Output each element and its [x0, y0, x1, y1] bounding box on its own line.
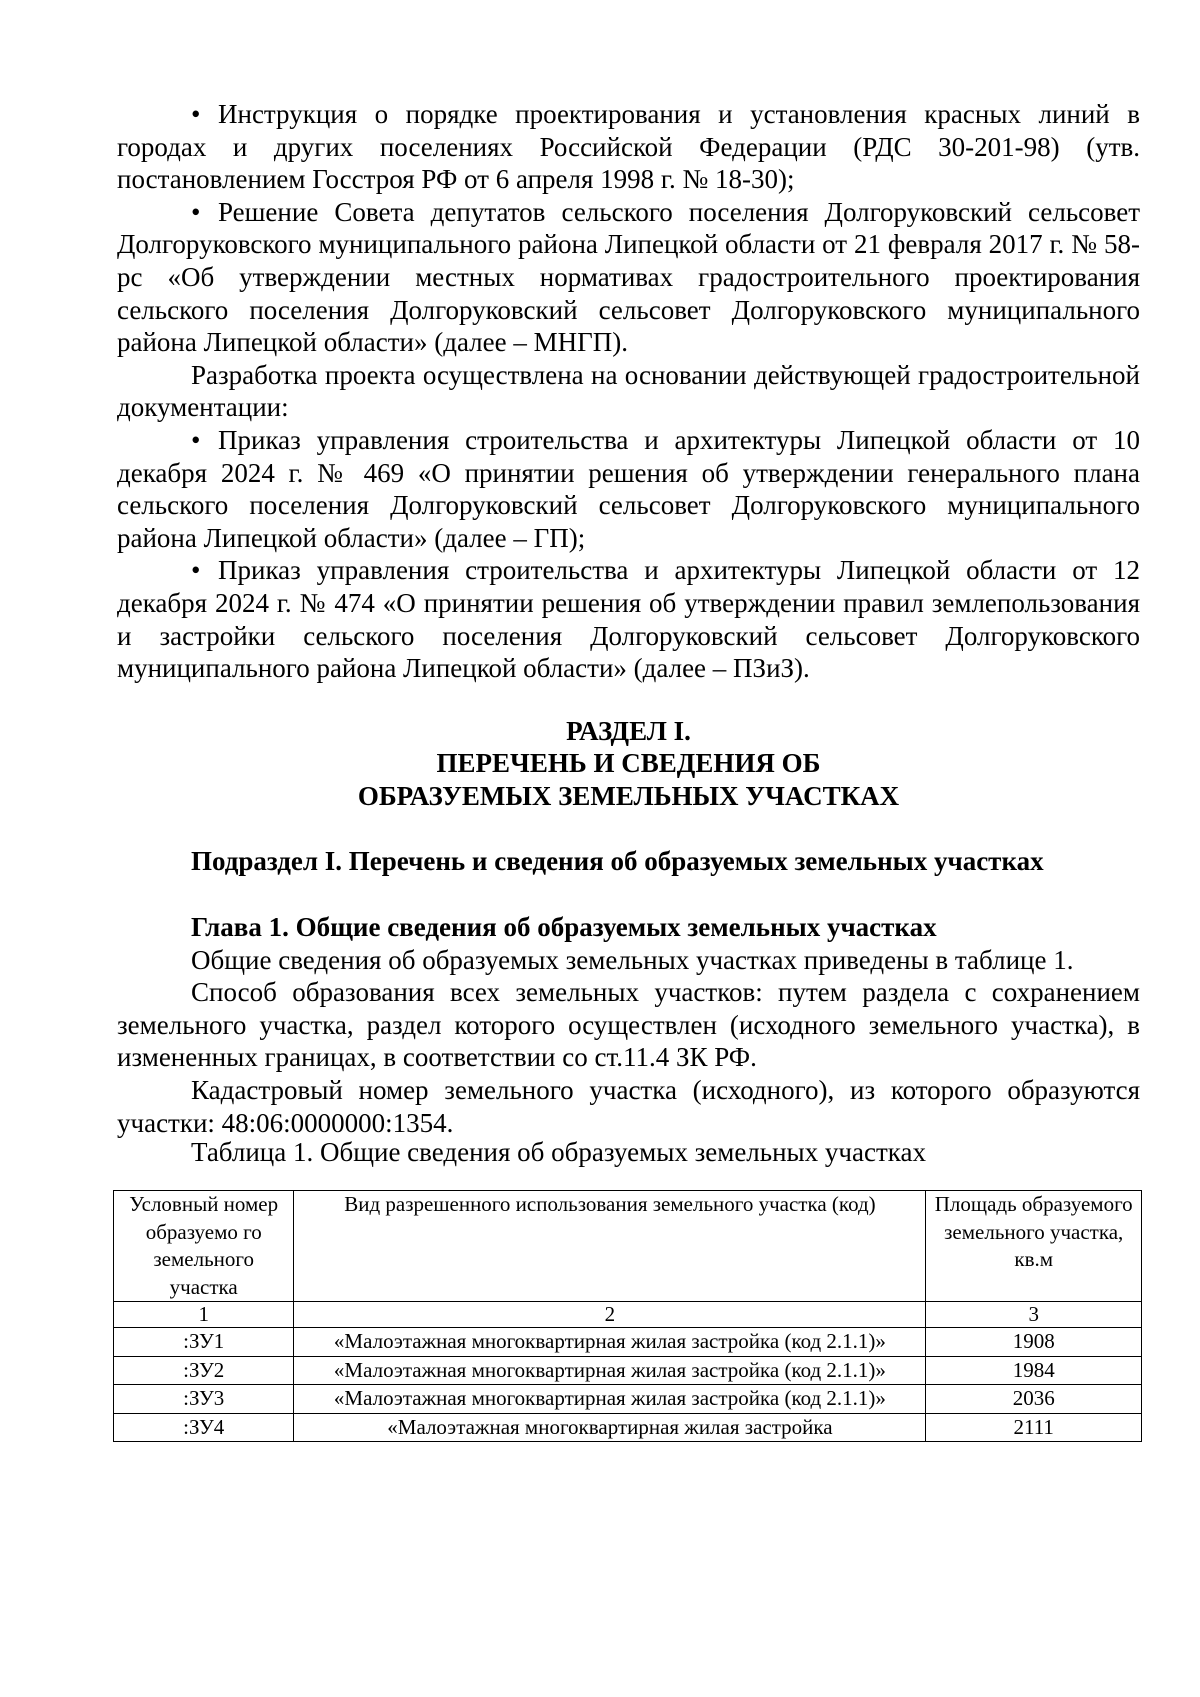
chapter-heading: Глава 1. Общие сведения об образуемых земельных участках [191, 912, 937, 943]
table-row [114, 1413, 1142, 1442]
list-item-text: Решение Совета депутатов сельского поселения Долгоруковский сельсовет Долгоруковского муниципального района Липецкой области от 21 февраля 2017 г. № 58-рс «Об утверждении местных нормативах градостроительного проектирования сельского поселения Долгоруковский сельсовет Долгоруковского муниципального района Липецкой области» (далее – МНГП). [117, 196, 1140, 358]
list-item-text: Приказ управления строительства и архитектуры Липецкой области от 10 декабря 2024 г. № 469 «О принятии решения об утверждении генерального плана сельского поселения Долгоруковский сельсовет Долгоруковского муниципального района Липецкой области» (далее – ГП); [117, 424, 1140, 553]
table-header-row [114, 1191, 1142, 1302]
plot-id-cell: :ЗУ1 [114, 1328, 294, 1357]
section-heading [117, 715, 1140, 813]
chapter-paragraph: Способ образования всех земельных участков: путем раздела с сохранением земельного участка, раздел которого осуществлен (исходного земельного участка), в измененных границах, в соответствии со ст.11.4 ЗК РФ. [117, 977, 1140, 1073]
plot-id-cell: :ЗУ2 [114, 1356, 294, 1385]
bullet-icon: • [191, 555, 201, 586]
area-cell: 1908 [926, 1328, 1142, 1357]
permitted-use-cell: «Малоэтажная многоквартирная жилая застройка (код 2.1.1)» [294, 1328, 926, 1357]
list-item-text: Приказ управления строительства и архитектуры Липецкой области от 12 декабря 2024 г. № 474 «О принятии решения об утверждении правил землепользования и застройки сельского поселения Долгоруковский сельсовет Долгоруковского муниципального района Липецкой области» (далее – ПЗиЗ). [117, 555, 1140, 684]
area-cell: 2111 [926, 1413, 1142, 1442]
list-item-general-plan [117, 424, 1140, 554]
chapter-paragraph: Общие сведения об образуемых земельных участках приведены в таблице 1. [191, 944, 1074, 975]
list-item-pziz [117, 554, 1140, 684]
section-heading-line: ОБРАЗУЕМЫХ ЗЕМЕЛЬНЫХ УЧАСТКАХ [357, 780, 900, 811]
bullet-icon: • [191, 99, 201, 129]
column-number: 1 [114, 1302, 294, 1328]
plot-id-cell: :ЗУ4 [114, 1413, 294, 1442]
header-area: Площадь образуемого земельного участка, кв.м [926, 1191, 1142, 1302]
paragraph-text: Разработка проекта осуществлена на основании действующей градостроительной документации: [117, 359, 1140, 423]
plot-id-cell: :ЗУ3 [114, 1385, 294, 1414]
chapter-paragraph: Кадастровый номер земельного участка (исходного), из которого образуются участки: 48:06:0000000:1354. [117, 1075, 1140, 1138]
list-item-text: Инструкция о порядке проектирования и установления красных линий в городах и других поселениях Российской Федерации (РДС 30-201-98) (утв. постановлением Госстроя РФ от 6 апреля 1998 г. № 18-30); [117, 99, 1140, 195]
table-row [114, 1385, 1142, 1414]
area-cell: 2036 [926, 1385, 1142, 1414]
table-row [114, 1328, 1142, 1357]
table-caption: Таблица 1. Общие сведения об образуемых земельных участках [191, 1137, 926, 1168]
column-number-row [114, 1302, 1142, 1328]
list-item-decision [117, 196, 1140, 359]
permitted-use-cell: «Малоэтажная многоквартирная жилая застройка (код 2.1.1)» [294, 1385, 926, 1414]
column-number: 3 [926, 1302, 1142, 1328]
column-number: 2 [294, 1302, 926, 1328]
intro-paragraph [117, 359, 1140, 424]
list-item-rds [117, 98, 1140, 196]
area-cell: 1984 [926, 1356, 1142, 1385]
header-plot-number: Условный номер образуемо го земельного участка [114, 1191, 294, 1302]
land-plots-table [113, 1190, 1142, 1442]
header-permitted-use: Вид разрешенного использования земельного участка (код) [294, 1191, 926, 1302]
section-heading-line: РАЗДЕЛ I. [566, 715, 691, 746]
subsection-heading: Подраздел I. Перечень и сведения об образуемых земельных участках [191, 846, 1044, 877]
permitted-use-cell: «Малоэтажная многоквартирная жилая застройка (код 2.1.1)» [294, 1356, 926, 1385]
bullet-icon: • [191, 424, 201, 455]
bullet-icon: • [191, 196, 201, 227]
table-row [114, 1356, 1142, 1385]
document-page [117, 98, 1140, 1168]
section-heading-line: ПЕРЕЧЕНЬ И СВЕДЕНИЯ ОБ [436, 748, 821, 779]
permitted-use-cell: «Малоэтажная многоквартирная жилая застройка [294, 1413, 926, 1442]
